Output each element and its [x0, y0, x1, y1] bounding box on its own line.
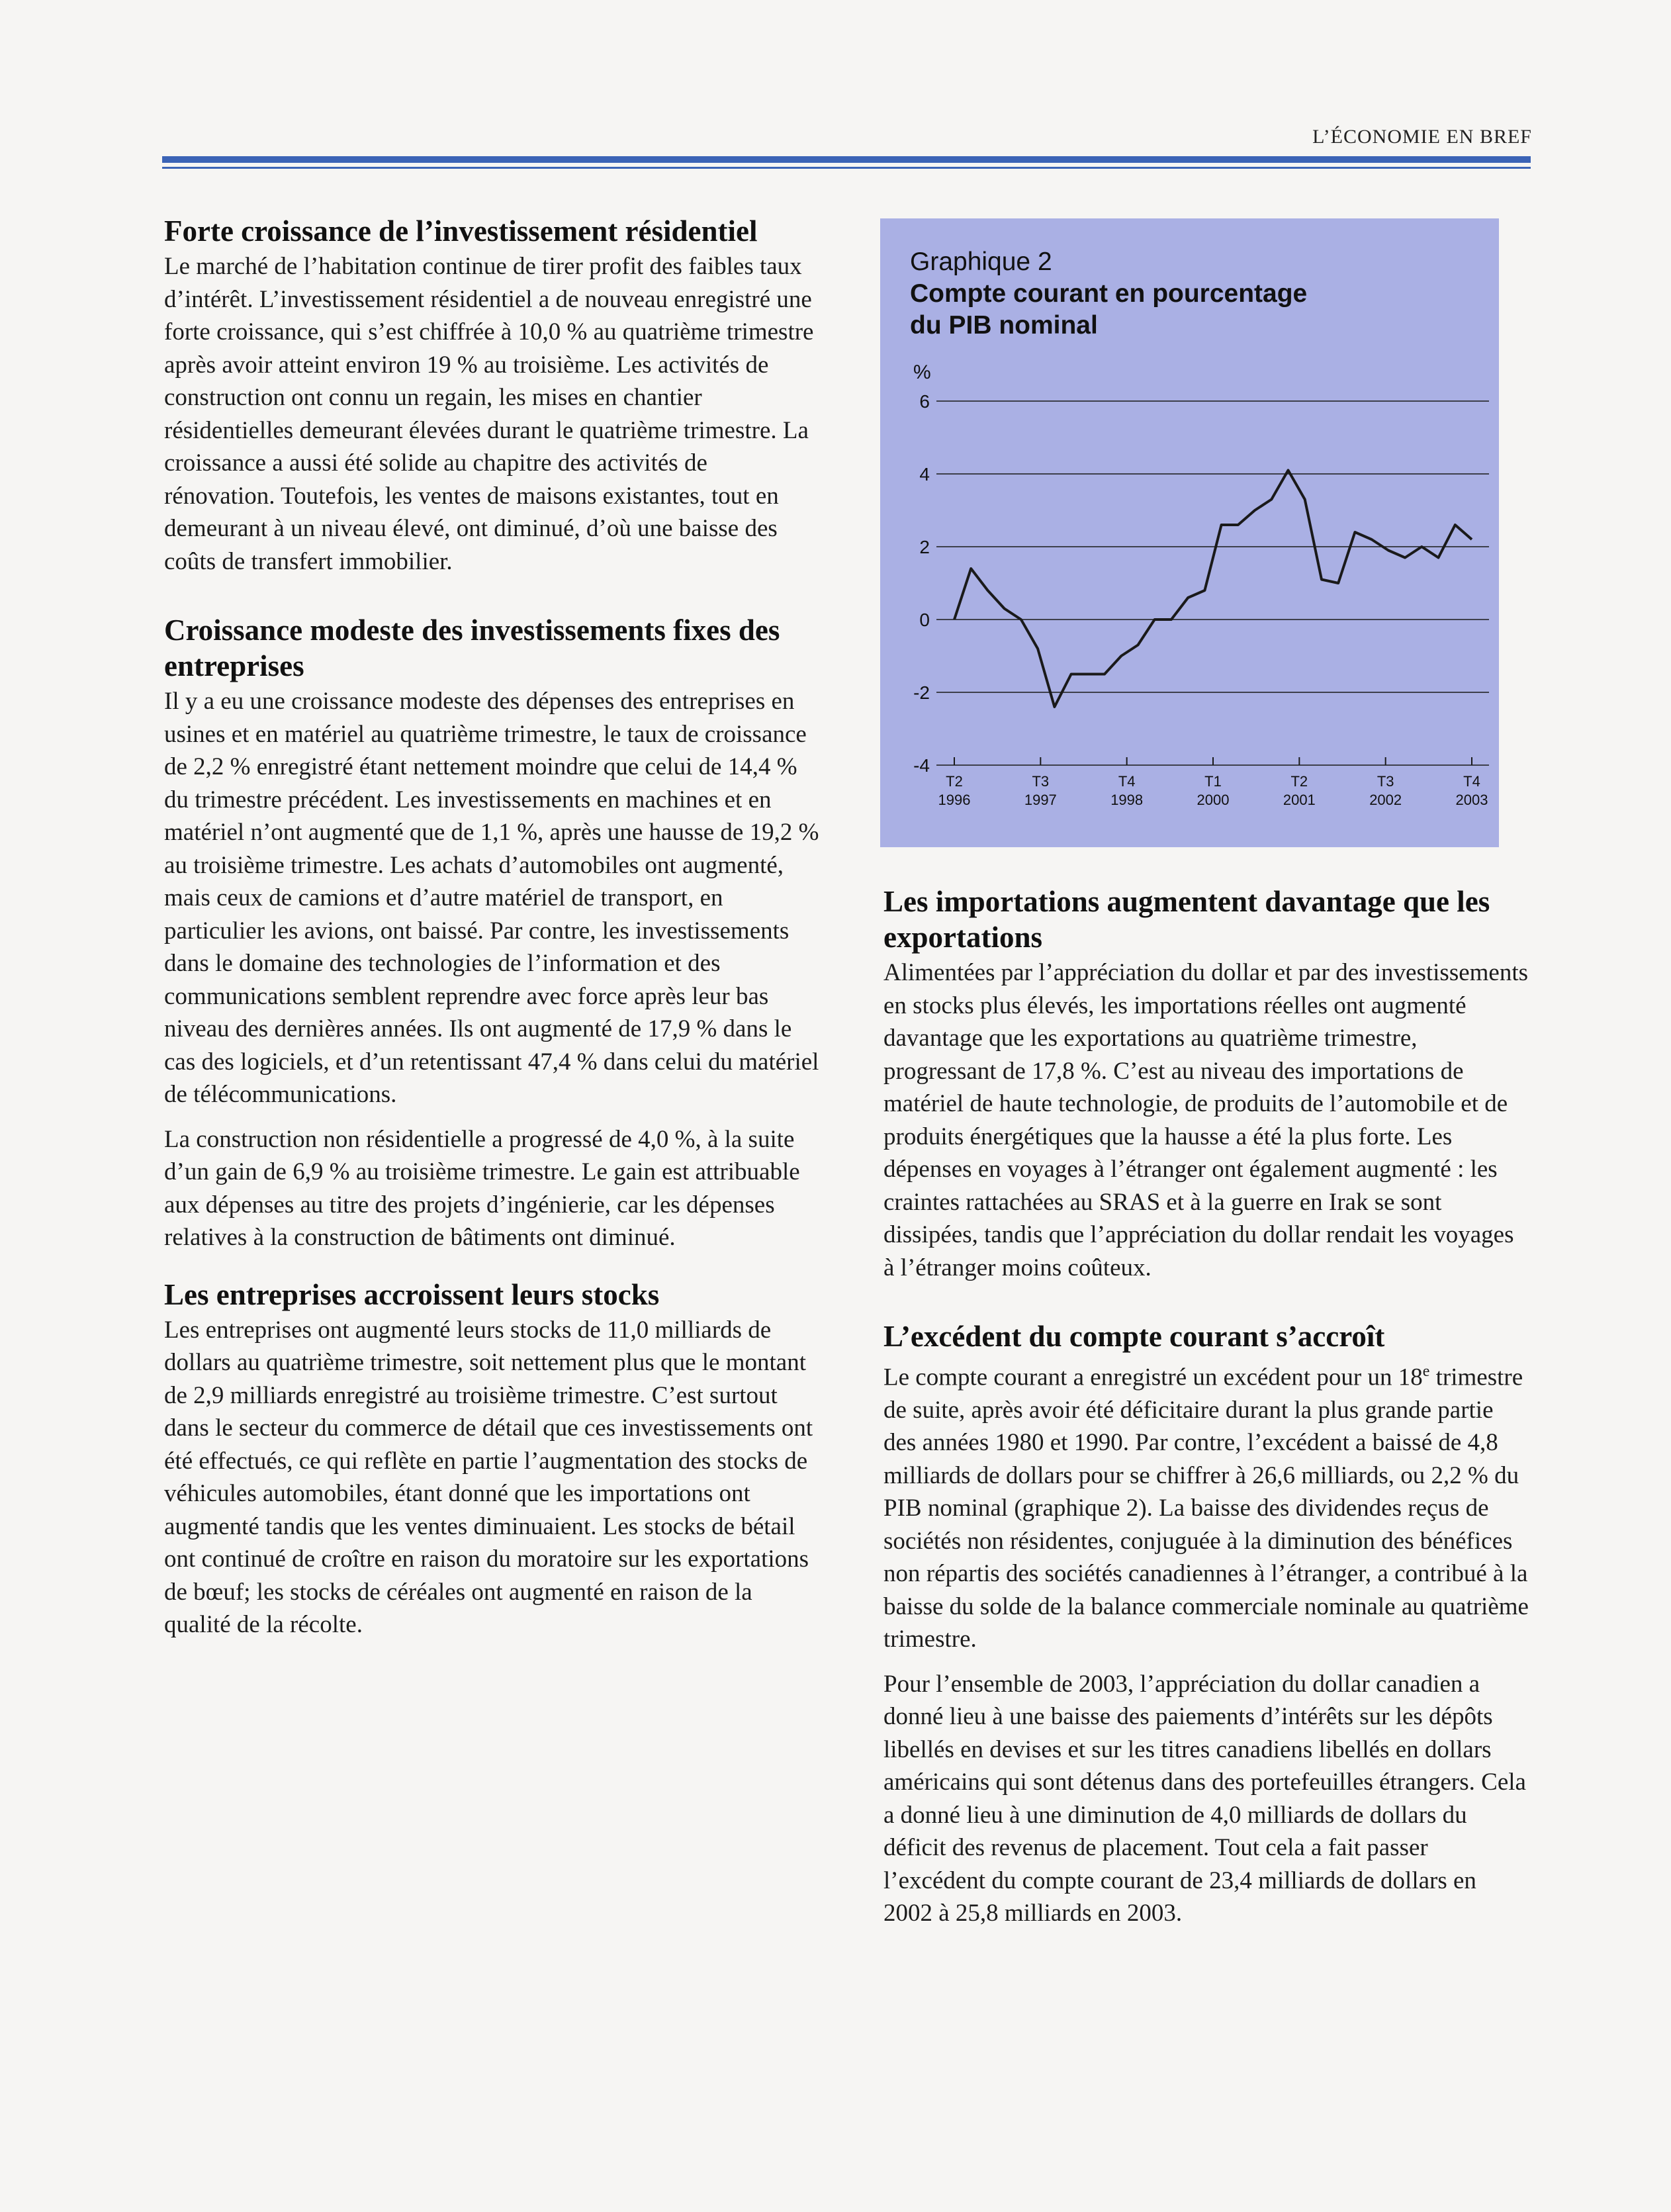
chart-x-tick-year: 1997	[1024, 792, 1057, 808]
heading-residential-investment: Forte croissance de l’investissement résidentiel	[164, 214, 758, 248]
chart-label: Graphique 2	[910, 248, 1052, 276]
chart-title-line2: du PIB nominal	[910, 311, 1098, 340]
chart-x-tick-year: 1998	[1110, 792, 1144, 808]
chart-series-line	[954, 471, 1472, 708]
chart-x-tick-quarter: T3	[1377, 773, 1394, 790]
heading-imports: Les importations augmentent davantage que les exportations	[883, 885, 1490, 954]
paragraph-annual: Pour l’ensemble de 2003, l’appréciation du dollar canadien a donné lieu à une baisse des paiements d’intérêts sur les dépôts libellés en devises et sur les titres canadiens libellés en dollars américains qui sont détenus dans des portefeuilles étrangers. Cela a donné lieu à une diminution de 4,0 milliards de dollars du déficit des revenus de placement. Tout cela a fait passer l’excédent du compte courant de 23,4 milliards de dollars en 2002 à 25,8 milliards en 2003.	[883, 1670, 1526, 1927]
chart-x-tick-year: 2003	[1455, 792, 1488, 808]
paragraph-inventories: Les entreprises ont augmenté leurs stocks de 11,0 milliards de dollars au quatrième trimestre, soit nettement plus que le montant de 2,9 milliards enregistré au troisième trimestre. C’est surtout dans le secteur du commerce de détail que ces investissements ont été effectués, ce qui reflète en partie l’augmentation des stocks de véhicules automobiles, étant donné que les importations ont augmenté tandis que les ventes diminuaient. Les stocks de bétail ont continué de croître en raison du moratoire sur les exportations de bœuf; les stocks de céréales ont augmenté en raison de la qualité de la récolte.	[164, 1316, 813, 1638]
left-column	[164, 213, 819, 1653]
chart-x-tick-quarter: T4	[1463, 773, 1480, 790]
section-header-label: L’ÉCONOMIE EN BREF	[1312, 126, 1532, 148]
paragraph-current-account: Le compte courant a enregistré un excédent pour un 18e trimestre de suite, après avoir été déficitaire durant la plus grande partie des années 1980 et 1990. Par contre, l’excédent a baissé de 4,8 milliards de dollars pour se chiffrer à 26,6 milliards, ou 2,2 % du PIB nominal (graphique 2). La baisse des dividendes reçus de sociétés non résidentes, conjuguée à la diminution des bénéfices non répartis des sociétés canadiennes à l’étranger, a contribué à la baisse du solde de la balance commerciale nominale au quatrième trimestre.	[883, 1363, 1529, 1653]
chart-y-tick-label: 2	[919, 537, 930, 557]
paragraph-nonresidential: La construction non résidentielle a progressé de 4,0 %, à la suite d’un gain de 6,9 % au troisième trimestre. Le gain est attribuable aux dépenses au titre des projets d’ingénierie, car les dépenses relatives à la construction de bâtiments ont diminué.	[164, 1125, 800, 1251]
chart-y-tick-label: 0	[919, 610, 930, 630]
chart-x-tick-year: 2001	[1283, 792, 1316, 808]
header-rule-thin	[162, 167, 1531, 169]
chart-x-tick-quarter: T2	[1290, 773, 1308, 790]
chart-y-tick-label: 4	[919, 464, 930, 484]
chart-x-tick-year: 2002	[1369, 792, 1402, 808]
heading-inventories: Les entreprises accroissent leurs stocks	[164, 1277, 660, 1311]
chart-title-line1: Compte courant en pourcentage	[910, 279, 1308, 308]
chart-x-tick-year: 2000	[1197, 792, 1230, 808]
paragraph-business-investment: Il y a eu une croissance modeste des dépenses des entreprises en usines et en matériel au quatrième trimestre, le taux de croissance de 2,2 % enregistré étant nettement moindre que celui de 14,4 % du trimestre précédent. Les investissements en machines et en matériel n’ont augmenté que de 1,1 %, après une hausse de 19,2 % au troisième trimestre. Les achats d’automobiles ont augmenté, mais ceux de camions et d’autre matériel de transport, en particulier les avions, ont baissé. Par contre, les investissements dans le domaine des technologies de l’information et des communications semblent reprendre avec force après leur bas niveau des dernières années. Ils ont augmenté de 17,9 % dans le cas des logiciels, et d’un retentissant 47,4 % dans celui du matériel de télécommunications.	[164, 688, 819, 1108]
chart-x-tick-quarter: T2	[946, 773, 963, 790]
chart-y-tick-label: -4	[913, 755, 930, 776]
right-column	[883, 884, 1529, 1942]
chart-x-tick-quarter: T4	[1118, 773, 1136, 790]
chart-y-tick-label: -2	[913, 682, 930, 703]
chart-x-tick-quarter: T1	[1204, 773, 1222, 790]
chart-unit-label: %	[913, 361, 931, 383]
chart-panel	[880, 218, 1499, 847]
paragraph-imports: Alimentées par l’appréciation du dollar et par des investissements en stocks plus élevés, les importations réelles ont augmenté davantage que les exportations au quatrième trimestre, progressant de 17,8 %. C’est au niveau des importations de matériel de haute technologie, de produits de l’automobile et de produits énergétiques que la hausse a été la plus forte. Les dépenses en voyages à l’étranger ont également augmenté : les craintes rattachées au SRAS et à la guerre en Irak se sont dissipées, tandis que l’appréciation du dollar rendait les voyages à l’étranger moins coûteux.	[883, 959, 1529, 1281]
header-rule-thick	[162, 156, 1531, 163]
heading-business-investment: Croissance modeste des investissements fixes des entreprises	[164, 614, 780, 682]
chart-y-tick-label: 6	[919, 391, 930, 412]
chart-plot	[880, 218, 1499, 847]
chart-x-tick-year: 1996	[938, 792, 971, 808]
chart-x-tick-quarter: T3	[1032, 773, 1050, 790]
heading-current-account: L’excédent du compte courant s’accroît	[883, 1320, 1385, 1353]
paragraph-residential: Le marché de l’habitation continue de tirer profit des faibles taux d’intérêt. L’investissement résidentiel a de nouveau enregistré une forte croissance, qui s’est chiffrée à 10,0 % au quatrième trimestre après avoir atteint environ 19 % au troisième. Les activités de construction ont connu un regain, les mises en chantier résidentielles demeurant élevées durant le quatrième trimestre. La croissance a aussi été solide au chapitre des activités de rénovation. Toutefois, les ventes de maisons existantes, tout en demeurant à un niveau élevé, ont diminué, d’où une baisse des coûts de transfert immobilier.	[164, 253, 814, 575]
